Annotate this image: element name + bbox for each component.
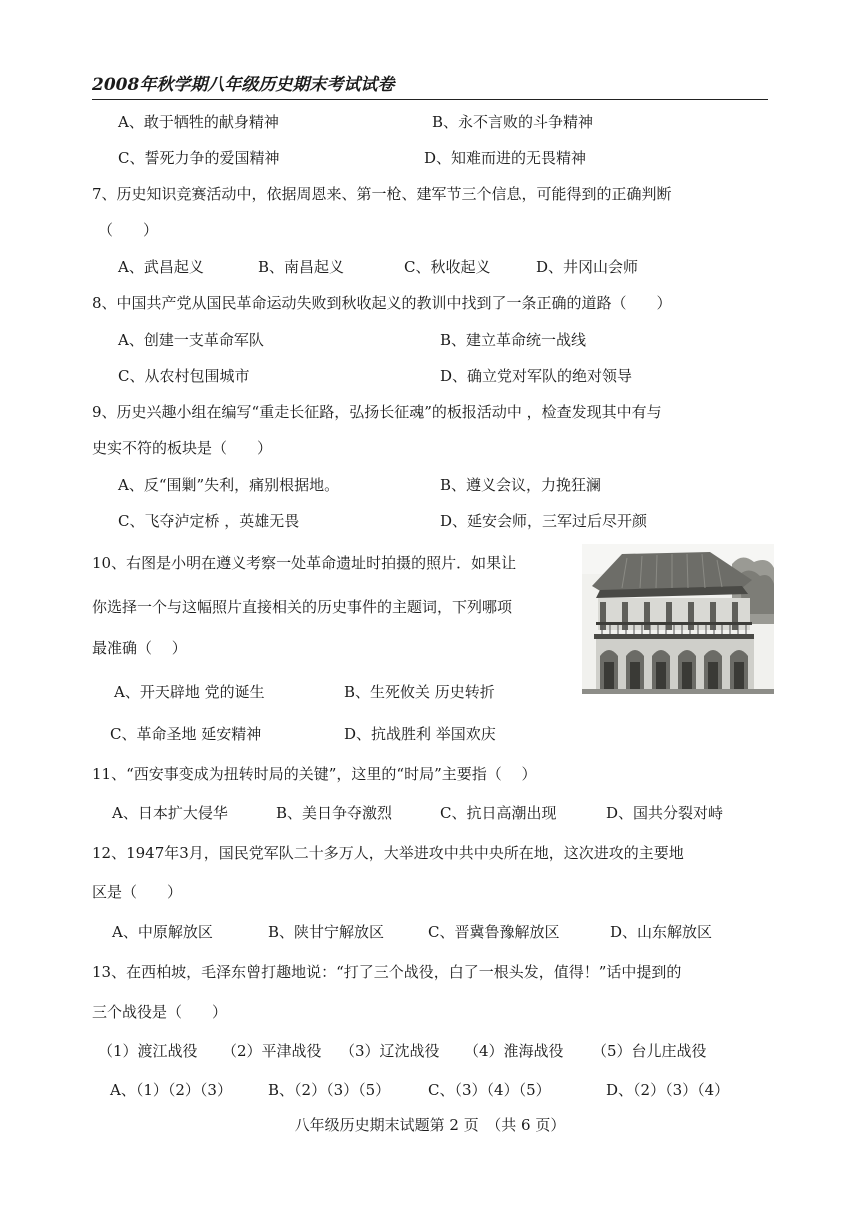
q8-option-b: B、建立革命统一战线	[440, 331, 587, 349]
q6-option-d: D、知难而进的无畏精神	[424, 149, 587, 167]
q13-item-4: （4）淮海战役	[464, 1042, 564, 1060]
q11-option-a: A、日本扩大侵华	[112, 804, 228, 822]
q7-option-c: C、秋收起义	[404, 258, 491, 276]
q8-stem: 8、中国共产党从国民革命运动失败到秋收起义的教训中找到了一条正确的道路（ ）	[92, 294, 672, 312]
q10-option-c: C、革命圣地 延安精神	[110, 725, 262, 743]
page-footer: 八年级历史期末试题第 2 页 （共 6 页）	[294, 1116, 566, 1134]
q6-option-b: B、永不言败的斗争精神	[432, 113, 594, 131]
page-header: 2008年秋学期八年级历史期末考试试卷	[92, 70, 768, 100]
q9-option-d: D、延安会师，三军过后尽开颜	[440, 512, 648, 530]
q9-stem: 9、历史兴趣小组在编写“重走长征路，弘扬长征魂”的板报活动中 ，检查发现其中有与	[92, 403, 662, 421]
q6-option-a: A、敢于牺牲的献身精神	[118, 113, 279, 131]
q9-option-b: B、遵义会议，力挽狂澜	[440, 476, 602, 494]
q8-option-a: A、创建一支革命军队	[118, 331, 264, 349]
q13-item-2: （2）平津战役	[222, 1042, 322, 1060]
q12-option-d: D、山东解放区	[610, 923, 713, 941]
q7-option-b: B、南昌起义	[258, 258, 345, 276]
q13-stem-line2: 三个战役是（ ）	[92, 1003, 228, 1021]
q10-stem: 10、右图是小明在遵义考察一处革命遗址时拍摄的照片．如果让	[92, 554, 517, 572]
q7-option-d: D、井冈山会师	[536, 258, 639, 276]
q12-stem: 12、1947年3月，国民党军队二十多万人，大举进攻中共中央所在地，这次进攻的主要地	[92, 844, 684, 862]
zunyi-building-photo	[582, 544, 774, 694]
q9-option-c: C、飞夺泸定桥 ，英雄无畏	[118, 512, 300, 530]
q9-stem-line2: 史实不符的板块是（ ）	[92, 439, 273, 457]
q13-item-3: （3）辽沈战役	[340, 1042, 440, 1060]
q13-stem: 13、在西柏坡，毛泽东曾打趣地说：“打了三个战役，白了一根头发，值得！”话中提到的	[92, 963, 682, 981]
q7-stem-blank: （ ）	[98, 221, 159, 239]
q8-option-d: D、确立党对军队的绝对领导	[440, 367, 633, 385]
q11-stem: 11、“西安事变成为扭转时局的关键”，这里的“时局”主要指（ ）	[92, 765, 537, 783]
q11-option-c: C、抗日高潮出现	[440, 804, 557, 822]
q10-option-b: B、生死攸关 历史转折	[344, 683, 495, 701]
q10-option-d: D、抗战胜利 举国欢庆	[344, 725, 496, 743]
q10-option-a: A、开天辟地 党的诞生	[114, 683, 265, 701]
q10-stem-line2: 你选择一个与这幅照片直接相关的历史事件的主题词，下列哪项	[92, 598, 513, 616]
q13-option-b: B、（2）（3）（5）	[268, 1081, 391, 1099]
q11-option-b: B、美日争夺激烈	[276, 804, 393, 822]
q11-option-d: D、国共分裂对峙	[606, 804, 724, 822]
q8-option-c: C、从农村包围城市	[118, 367, 250, 385]
q9-option-a: A、反“围剿”失利，痛别根据地。	[118, 476, 340, 494]
q7-stem: 7、历史知识竞赛活动中，依据周恩来、第一枪、建军节三个信息，可能得到的正确判断	[92, 185, 672, 203]
q13-option-a: A、（1）（2）（3）	[110, 1081, 232, 1099]
q13-item-5: （5）台儿庄战役	[592, 1042, 707, 1060]
q12-stem-line2: 区是（ ）	[92, 883, 183, 901]
q13-option-c: C、（3）（4）（5）	[428, 1081, 551, 1099]
q12-option-a: A、中原解放区	[112, 923, 213, 941]
q6-option-c: C、誓死力争的爱国精神	[118, 149, 280, 167]
q12-option-b: B、陕甘宁解放区	[268, 923, 385, 941]
q12-option-c: C、晋冀鲁豫解放区	[428, 923, 560, 941]
q13-item-1: （1）渡江战役	[98, 1042, 198, 1060]
q13-option-d: D、（2）（3）（4）	[606, 1081, 730, 1099]
q7-option-a: A、武昌起义	[118, 258, 204, 276]
q10-stem-line3: 最准确（ ）	[92, 639, 187, 657]
